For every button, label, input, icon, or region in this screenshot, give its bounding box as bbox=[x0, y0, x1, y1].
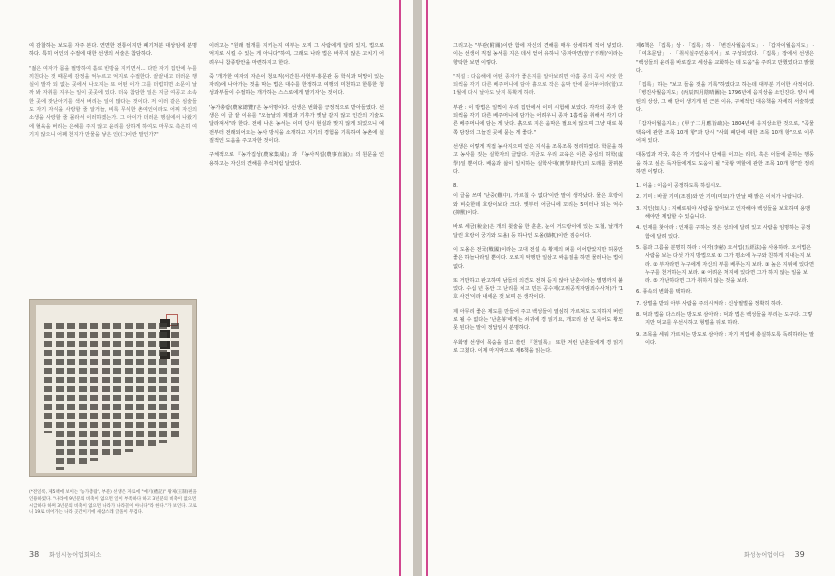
right-footer bbox=[744, 550, 805, 559]
paragraph: 8. bbox=[453, 183, 458, 190]
list-item: 6. 풍속의 변화를 택하라. bbox=[636, 289, 692, 296]
paragraph: 죽 '개가한 여자의 자손이 청요직(서간원·사헌부·홍문관 등 학식과 덕망이 있는 자리)에 나아가는 것을 막는 법은 대수를 한정하고 여행의 미천하고 한통한 청성과부들이 수절하는 개가하는 스스로에게 맡기자'는 것이다. bbox=[209, 73, 384, 97]
paragraph: 부관 : 이 방법은 일찍이 우리 집안에서 이미 시험해 보았다. 각각의 종자 한 되씩을 각기 다른 베주머니에 담가는 어려우니 종자 1홉씩을 취해서 각기 다른 베주머니에 담는 게 낫다. 흙으로 지은 움막은 필요치 않으며 그냥 대로 북쪽 담장의 그늘진 곳에 묻는 게 좋다." bbox=[453, 104, 623, 136]
left-footer-text: 화성시농어업회의소 bbox=[49, 552, 102, 559]
paragraph: 제 아무리 좋은 제도를 만들어 주고 백성들이 열심히 가르쳐도 도지하지 버린로 될 수 없다는 '난훈봉'에게는 쇠귀에 경 읽기요, 개꼬리 삼 년 묵어도 황모 못 된다는 말이 정답임시 분명하다. bbox=[453, 308, 623, 332]
paragraph: 바로 세금(稅金)은 개의 윗술을 한 훈훈, 눈이 거드랑이에 있는 도철, 날개가 달린 호랑이 궁기와 도올) 등 하나인 도올(檮杌)이란 짐승이다. bbox=[453, 224, 623, 239]
left-column-2 bbox=[209, 42, 384, 542]
calligraphy-column bbox=[171, 323, 179, 440]
paragraph: 여 감찰하는 보도를 자주 본다. 연면한 전통이지만 폐기처분 대상임에 분명하다. 특히 어인의 수절에 대한 선생의 서술은 참담하다. bbox=[29, 43, 197, 58]
paragraph: "직설 : 다음해에 어떤 종자가 좋은지를 알아보려면 아홉 종의 곡식 씨앗 한 되씩을 각기 다른 베주머니에 담아 흙으로 작은 움막 안에 묻어두어라(합)고 1월에 다시 날아도 낮지 똑확게 하라. bbox=[453, 73, 623, 97]
list-item: 8. 덕과 법을 다스리는 방도로 삼아라 : 덕과 법은 백성들을 부리는 도구다. 그렇지만 덕교를 우선시하고 형벌을 뒤로 하라. bbox=[636, 312, 813, 327]
paragraph: 대동업과 각국, 혹은 각 기업이나 단체를 이끄는 리더, 혹은 이들에 준하는 행동을 하고 싶은 독자들에게도 도움이 될 "국왕 역할에 관한 조목 10개 항"만 정리하면 이렇다. bbox=[636, 152, 814, 175]
recommendation-list bbox=[636, 182, 814, 347]
paragraph: 구체적으로 『농가집성(農家集成)』과 『농사직설(農事直說)』의 원문을 인용하고는 자신의 견해를 추석처럼 달았다. bbox=[209, 152, 384, 167]
calligraphy-column bbox=[56, 323, 64, 470]
right-page-number: 39 bbox=[794, 550, 805, 559]
figure-caption: (*전일록, 제5책에 보이는 '농가총람', 부분) 선생은 자료에 "예기(禮記)" 왕제(王制)편을 인용하였다. "나라에 9년분의 비축이 없으면 일이 부족하다 하고 3년분의 비축이 없으면 시급하다 하며 3년분의 비축이 없으면 나라가 나라꼴이 아니다"라 한다."가 보인다. 고로니 19로 비어가는 나라 곳간이기에 새삼스레 글올이 무겁다. bbox=[29, 490, 197, 516]
left-page-number: 38 bbox=[29, 550, 40, 559]
paragraph: 「갑자이월음지소」(甲子二月應旨疏)는 1804년에 응지상소한 것으로, "곡물 택육에 관한 조목 10개 항"과 당시 "사회 폐단에 대한 조목 10개 항"으로 이루어져 있다. bbox=[636, 121, 814, 144]
list-item: 5. 몸과 그름을 분명히 하라 : 이각(李慈) 오서업(五經法)을 사용하라. 오서법은 사람을 보는 다섯 가지 방법으로 ① 그가 평소에 누구와 친하게 지내는지 보라. ② 부자라면 누구에게 자신의 부를 베푸는지 보라. ③ 높은 지위에 있다면 누구를 천거하는지 보라. ④ 어려운 처지에 있다면 그가 하지 않는 일을 보라. ⑤ 가난하다면 그가 취하지 않는 것을 보라. bbox=[636, 244, 814, 285]
calligraphy-column bbox=[67, 323, 75, 467]
list-item: 2. 기미 : 바꿀 기미(조짐)와 안 기미(미묘)가 만날 때 밝은 이치가 나탑니다. bbox=[636, 194, 804, 201]
left-footer bbox=[29, 550, 101, 559]
left-accent-bar bbox=[399, 0, 401, 576]
right-column-1 bbox=[453, 42, 623, 542]
calligraphy-column bbox=[136, 323, 144, 449]
paragraph: 또 거만하고 완고하며 남들의 의견도 전혀 듣지 않아 난훈이라는 별명까지 붙었다. 수십 년 동안 그 난리를 치고 민든 공수제(고위공직자범죄수사처)가 '1호 사건'이라 내세운 것 보며 든 생각이다. bbox=[453, 277, 623, 301]
paragraph: "젊은 여자가 몸을 필망하여 홀로 빈방을 지키면서… 다만 자기 집안에 누를 끼친다는 것 때문에 감정을 억누르고 억지로 수절한다. 끝끝내고 더러운 행실이 발각 되 없는 곳에서 나오지는 또 어떤 이가 그를 더럽히면 소문이 날까 봐 자취를 지우는 일이 곳곳에 있다. 더욱 참담한 일은 지금 여공고 소속한 곳에 잣난아기를 색서 버리는 일이 많다는 것이다. 저 이러 같은 심술들도 자기 자식을 사랑할 줄 알거늘, 비록 무식한 촌여인이라도 어찌 자신의 소생을 사랑할 줄 몰라서 이러하겠는가. 그 아이가 더러운 행실에서 나왔기에 혈육을 버리는 은혜를 주지 않고 윤리를 상하게 하여도 마무도 측은히 여기지 않으니 어째 천지가 만물을 낳은 인(仁)이란 말인가?" bbox=[29, 65, 197, 138]
calligraphy-column bbox=[113, 323, 121, 455]
document-scan bbox=[36, 305, 192, 473]
paragraph: 「집록」하는 "보고 들을 것을 기록"하였다고 하는데 대부분 기이한 사적이다. 「병진사월음지도」(丙辰四月陰晴圖)는 1796년에 음지상을 소인진다. 양시 베틴의 상상, 그 해 단이 생기게 된 근본 이유, 구체적인 대응책을 자세히 서술하였다. bbox=[636, 82, 814, 114]
paragraph: 제6책은 「집록」상 · 「집록」하 · 「변진사월음지도」 · 「갑자이월음지도」 · 「여초문답」 · 「취식실주민용지서」로 구성되었다. 「집록」장에서 선생은 "백성들의 윤리를 바로잡고 세상을 교화하는 데 도움"을 주려고 만했었다고 밝혔다. bbox=[636, 43, 814, 74]
right-page bbox=[422, 0, 835, 576]
right-footer-text: 화성농어업이다 bbox=[744, 552, 785, 559]
left-page bbox=[0, 0, 413, 576]
paragraph: 이 도올은 전국(戰國)이라는 고대 전설 속 황제의 퍼를 이어받았지만 허풍만 좋은 하늘나라일 뿐이다. 오로지 악행만 일삼고 싸움질을 하면 물러나는 법이 없다. bbox=[453, 246, 623, 270]
paragraph: 우화영 선생이 목숨을 걸고 쓸린 『천일록』 또한 저런 난훈들에게 경 읽기로 그쳤다. 이제 마지막으로 제6책을 읽는다. bbox=[453, 339, 623, 354]
calligraphy-column bbox=[148, 323, 156, 446]
right-accent-bar bbox=[426, 0, 428, 576]
paragraph: 선생은 이렇게 직접 농사지으며 얻은 지식을 조목조목 정리하였다. 학문을 하고 농사를 짓는 실학자의 글답다. 지금도 우리 교육은 이른 중심의 허학(虛學)일 뿐이다. 배움과 삶이 일치하는 실학사대(實學時代)의 도래를 꿈꿔본다. bbox=[453, 143, 623, 175]
right-column-2 bbox=[636, 42, 814, 542]
list-item: 7. 상벌을 받되 아부 사람을 주의시켜라 : 신상필벌을 정확히 하라. bbox=[636, 300, 783, 307]
calligraphy-column bbox=[90, 323, 98, 461]
historical-document-photo bbox=[29, 299, 197, 477]
paragraph: '농가총람(農家總覽)'은 농서명이다. 선생은 번화를 긍정적으로 받아들였다. 선생은 이 글 끝 이유를 "오늘날의 제절과 기후가 옛날 같지 않고 인간의 기술도 달라져서"라 한다. 전에 나온 농서는 이미 당시 현실과 맞지 않게 되었으니 예전부터 전래되어오는 농사 방식을 소개하고 지기의 경험을 기록하여 농촌에 실질적인 도움을 주고자한 것이다. bbox=[209, 104, 384, 144]
calligraphy-column bbox=[44, 323, 52, 433]
calligraphy-column bbox=[79, 323, 87, 464]
list-item: 4. 인재를 찾아라 : 인재를 구하는 것은 성의에 달려 있고 사람을 임명하는 공정함에 달려 있다. bbox=[636, 225, 811, 240]
calligraphy-column bbox=[159, 323, 167, 443]
page-gutter bbox=[413, 0, 422, 576]
list-item: 3. 지인(知人) : 지혜로워야 사람을 알아보고 인자해야 백성들을 보호하며 용맹해야만 제압할 수 있습니다. bbox=[636, 205, 811, 221]
list-item: 9. 조목을 세워 가르치는 방도로 삼아라 : 자기 직업에 충실하도록 독려하라는 말이다. bbox=[636, 331, 814, 346]
calligraphy-column bbox=[102, 323, 110, 458]
list-item: 1. 이윰 : 이음이 공정하도록 하십시오. bbox=[636, 183, 722, 190]
calligraphy-column bbox=[125, 323, 133, 452]
left-column-1 bbox=[29, 42, 197, 290]
paragraph: 그리고는 "부관(附關)이란 함에 자신의 견해를 매우 상세하게 적어 넣었다. 이는 선생이 직접 농서를 지은 데서 얻어 유하니 '증자마면(曾子不理)'이라는 향탁한 보면 이렇다. bbox=[453, 43, 623, 66]
paragraph: 이 글을 쓰며 '난중(難中), 가르칠 수 없다'이란 말이 생각났다. 물은 호랑이와 비슷한데 호랑이보다 크다. 옛부터 어금니에 꼬리는 5미터나 되는 억수(抑獸)이다. bbox=[453, 193, 623, 217]
paragraph: 이러고는 "원래 절개를 지키는지 여부는 오직 그 사람에게 달려 있지, 법으로 억지로 시킬 수 있는 게 아니다"하여, 그래도 나라 법은 바루지 않은 고치기 어려우니 참종방안을 마련하지고 한다. bbox=[209, 43, 384, 66]
